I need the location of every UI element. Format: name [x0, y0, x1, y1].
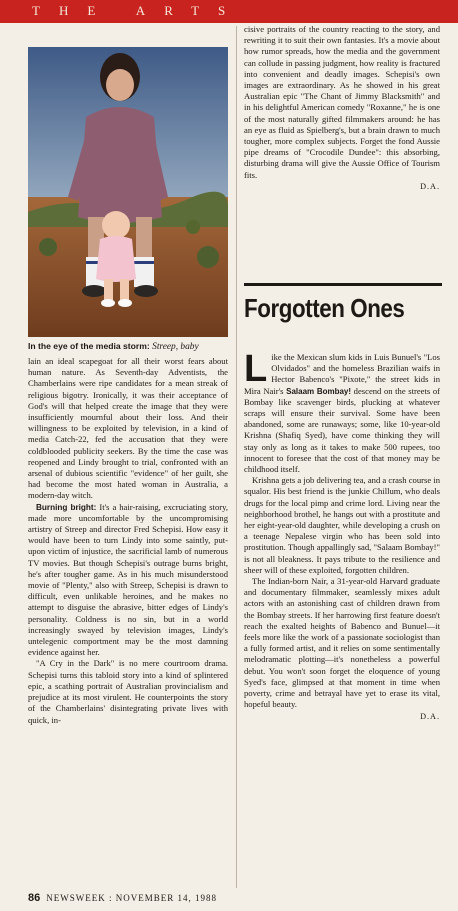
- right-column-review: [244, 348, 441, 722]
- paragraph-text: It's a hair-raising, excruciating story, made more uncomfortable by the uncompromising artistry of Streep and director Fred Schepisi. How easy it would have been to turn Lindy into some saintly, put-upon victim of injustice, the sacrificial lamb of numerous TV movies. But though Schepisi's outrage burns bright, he's after tougher game. As in his much misunderstood movie of "Plenty," also with Streep, Schepisi is drawn to difficult, even unlikable heroines, and he makes no attempt to disguise the abrasive, bitter edges of Lindy's personality. Coldness is no sin, but in a world increasingly swayed by television images, Lindy's untelegenic comportment may be the most damning evidence against her.: [28, 501, 228, 658]
- column-divider: [236, 26, 237, 888]
- body-paragraph: [28, 502, 228, 659]
- body-paragraph: The Indian-born Nair, a 31-year-old Harvard graduate and documentary filmmaker, seamlessly mixes adult actors with an astonishing cast of children drawn from the Bombay streets. If her harrowing first feature doesn't reach the exalted heights of Babenco and Bunuel—it feels more like the work of a passionate sociologist than a fully formed artist, and it relies on some sentimentally melodramatic plotting—it's nonetheless a powerful debut. You won't soon forget the eloquence of young Syed's face, glimpsed at that moment in time when poverty, crime and betrayal have yet to erase its vital, hopeful beauty.: [244, 576, 440, 710]
- paragraph-text: descend on the streets of Bombay like scavenger birds, plucking at whatever scraps will ensure their survival. Some have been abandoned, some are runaways; some, like 10-year-old Krishna (Shafiq Syed), have come thinking they will stay only as long as it takes to make 500 rupees, too innocent to foresee that the cost of that money may be childhood itself.: [244, 385, 441, 475]
- runin-subhead: Burning bright:: [36, 502, 97, 512]
- body-paragraph: cisive portraits of the country reacting to the story, and rewriting it to suit their own fantasies. It's a movie about how rumor spreads, how the media and the government can collude in passing judgment, how reality is fractured into convenient and deadly images. Schepisi's own images are extraordinary. As he showed in his great Australian epic "The Chant of Jimmy Blacksmith" and in his delightful American comedy "Roxanne," he is one of the most naturally gifted filmmakers around: he has an eye as fluid as Spielberg's, but a brain drawn to much tougher, more complex subjects. Forget the fond Aussie pipe dreams of "Crocodile Dundee": this absorbing, disturbing drama will give the Aussie Office of Tourism fits.: [244, 24, 440, 180]
- article-photo: [28, 47, 228, 337]
- left-column: [28, 356, 228, 726]
- section-rule: [244, 283, 442, 286]
- section-band: [0, 0, 458, 23]
- section-title: THE ARTS: [32, 3, 245, 18]
- review-heading: Forgotten Ones: [244, 293, 405, 323]
- right-column-top: [244, 24, 440, 192]
- body-paragraph: Krishna gets a job delivering tea, and a crash course in squalor. His best friend is the junkie Chillum, who deals drugs for the local pimp and crime lord. Living near the neighborhood brothel, he hangs out with a prostitute and her eight-year-old daughter, while developing a crush on a teenage Nepalese virgin who has been sold into prostitution. Though appallingly sad, "Salaam Bombay!" is not all bleakness. It pays tribute to the resilience and sheer will of these exploited, forgotten children.: [244, 475, 440, 575]
- photo-woman-and-baby-icon: [28, 47, 228, 337]
- body-paragraph: [244, 348, 441, 475]
- author-signature: D.A.: [420, 181, 440, 191]
- body-paragraph: "A Cry in the Dark" is no mere courtroom drama. Schepisi turns this tabloid story into a kind of splintered epic, a scathing portrait of Australian provincialism and prejudice at its most virulent. He counterpoints the story of the Chamberlains' disintegrating private lives with quick, in-: [28, 658, 228, 725]
- film-title: Salaam Bombay!: [286, 386, 352, 396]
- page-number: 86: [28, 892, 41, 904]
- footer-text: NEWSWEEK : NOVEMBER 14, 1988: [46, 893, 217, 903]
- caption-text: Streep, baby: [152, 342, 199, 352]
- drop-cap: L: [244, 348, 268, 390]
- body-paragraph: lain an ideal scapegoat for all their worst fears about human nature. As Seventh-day Adventists, the Chamberlains were ripe candidates for a mean streak of religious bigotry. Ironically, it was their acceptance of God's will that helped create the image that they were insufficiently mournful about their loss. And their willingness to be exploited by television, in a kind of media Catch-22, fed the accusation that they were coldblooded publicity seekers. By the time the case was reopened and Lindy brought to trial, confronted with an arsenal of dubious scientific "evidence" of her guilt, she had become the most hated woman in Australia, a modern-day witch.: [28, 356, 228, 501]
- caption-lead: In the eye of the media storm:: [28, 341, 150, 351]
- paragraph-text: ike the Mexican slum kids in Luis Bunuel's "Los Olvidados" and the homeless Brazilian waifs in Hector Babenco's "Pixote," the street kids in Mira Nair's: [244, 352, 440, 396]
- photo-caption: [28, 341, 238, 353]
- page-footer: [28, 892, 448, 904]
- author-signature: D.A.: [420, 711, 440, 721]
